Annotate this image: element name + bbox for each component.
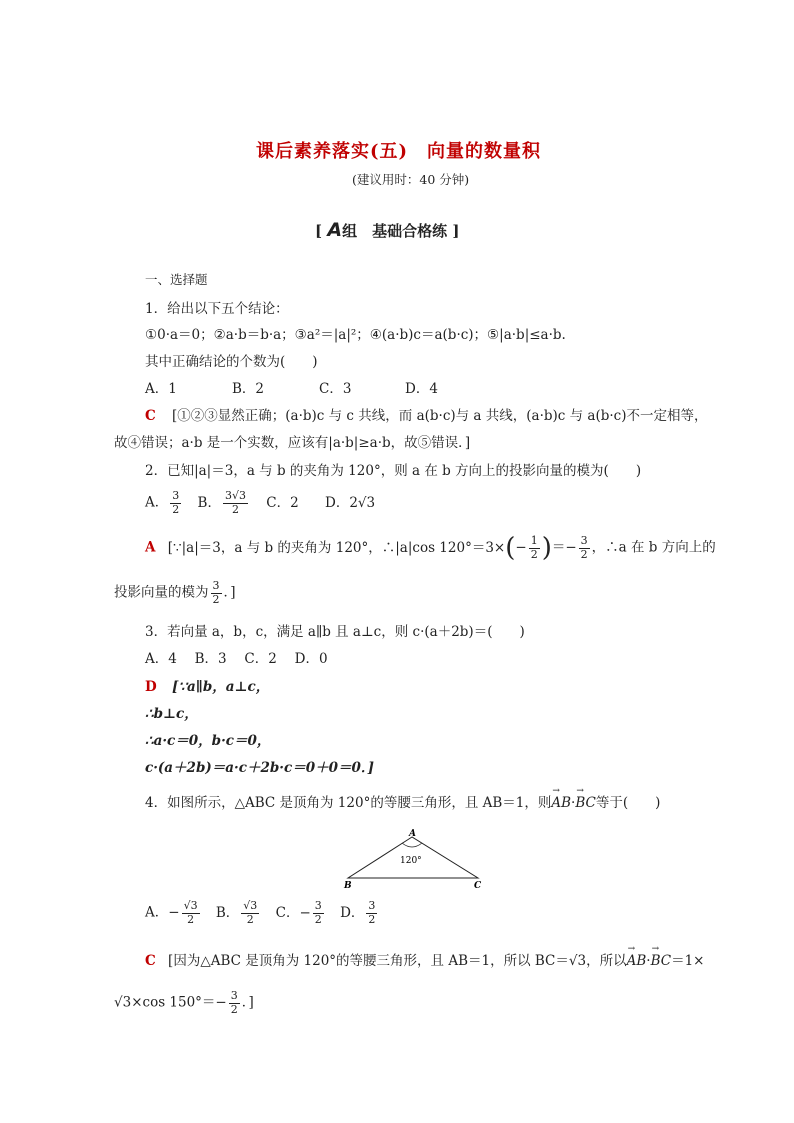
q4-option-a-label: A．−	[145, 904, 180, 921]
q2-explain-2b: ．]	[223, 584, 236, 601]
label-c: C	[474, 881, 482, 890]
bracket-left: [	[315, 222, 323, 240]
q2-explain-line2	[114, 580, 236, 606]
label-a: A	[409, 829, 416, 839]
q2-explain-1c: ，∴a 在 b 方向上的	[591, 539, 716, 556]
q4-option-d-label: D．	[340, 904, 365, 921]
q3-options: A．4 B．3 C．2 D．0	[145, 651, 328, 667]
q2-explain-frac2: $\frac{3}{2}$	[580, 534, 588, 561]
q2-option-b-fraction: $\frac{3√3}{2}$	[224, 489, 246, 516]
q2-explain-frac1: $\frac{1}{2}$	[530, 534, 538, 561]
q2-explain-minus: −	[515, 539, 527, 556]
vector-bc-explain: → BC	[651, 953, 672, 969]
page-title: 课后素养落实(五) 向量的数量积	[256, 141, 542, 162]
q2-stem: 2．已知|a|＝3，a 与 b 的夹角为 120°，则 a 在 b 方向上的投影向量的模为( )	[145, 463, 642, 479]
q4-option-c-fraction: $\frac{3}{2}$	[314, 899, 322, 926]
label-angle: 120°	[400, 856, 422, 866]
section-label: 一、选择题	[145, 272, 208, 287]
q1-option-b: B．2	[232, 381, 265, 397]
group-letter: A	[327, 219, 343, 241]
q2-explain-1b: ＝−	[551, 539, 577, 556]
q1-stem: 1．给出以下五个结论：	[145, 301, 289, 317]
vector-ab: → AB	[551, 795, 571, 811]
q4-stem-a: 4．如图所示，△ABC 是顶角为 120°的等腰三角形，且 AB＝1，则	[145, 795, 552, 811]
q4-explain-2a: √3×cos 150°＝−	[114, 994, 227, 1011]
group-label: 组 基础合格练	[342, 222, 448, 240]
q2-option-d: D．2√3	[325, 494, 376, 511]
q4-answer: C	[145, 953, 156, 969]
q4-stem: 4．如图所示，△ABC 是顶角为 120°的等腰三角形，且 AB＝1，则→ AB·→ BC等于( )	[145, 795, 660, 811]
q4-option-d-fraction: $\frac{3}{2}$	[368, 899, 376, 926]
q3-explain-line2: ∴b⊥c，	[145, 706, 198, 722]
q4-option-c-label: C．−	[275, 904, 311, 921]
q1-option-a: A．1	[145, 381, 177, 397]
q1-explain-line2: 故④错误；a·b 是一个实数，应该有|a·b|≥a·b，故⑤错误．]	[114, 435, 471, 451]
page-subtitle: (建议用时：40 分钟)	[352, 172, 470, 187]
q4-option-b-label: B．	[215, 904, 240, 921]
q3-explain-line1: [∵a∥b，a⊥c，	[172, 679, 270, 695]
q2-explain-2a: 投影向量的模为	[114, 584, 209, 601]
q4-explain-line1: C [因为△ABC 是顶角为 120°的等腰三角形，且 AB＝1，所以 BC＝√3，所以→ AB·→ BC＝1×	[145, 953, 704, 969]
q2-explain-line1: A [∵|a|＝3，a 与 b 的夹角为 120°，∴|a|cos 120°＝3×(− $\frac{1}{2}$ )＝− $\frac{3}{2}$ ，∴a 在 b 方向上的	[145, 533, 716, 564]
group-heading	[315, 219, 459, 242]
q2-option-b-label: B．	[197, 494, 221, 511]
q4-options	[145, 900, 379, 926]
q4-explain-2b: ．]	[241, 994, 254, 1011]
q1-answer: C	[145, 408, 156, 424]
q2-explain-frac3: $\frac{3}{2}$	[212, 579, 220, 606]
label-b: B	[344, 881, 352, 890]
bracket-right: ]	[452, 222, 460, 240]
q4-stem-b: 等于( )	[595, 795, 661, 811]
q1-explain-line1: [①②③显然正确；(a·b)c 与 c 共线，而 a(b·c)与 a 共线，(a·b)c 与 a(b·c)不一定相等，	[172, 408, 708, 424]
triangle-figure	[340, 826, 490, 890]
q3-stem: 3．若向量 a，b，c，满足 a∥b 且 a⊥c，则 c·(a＋2b)＝( )	[145, 624, 525, 640]
q2-option-a-label: A．	[145, 494, 169, 511]
q3-explain-line4: c·(a＋2b)＝a·c＋2b·c＝0＋0＝0．]	[145, 760, 375, 776]
q4-option-a-fraction: $\frac{√3}{2}$	[183, 899, 198, 926]
q1-option-c: C．3	[319, 381, 352, 397]
q2-options	[145, 490, 375, 516]
q1-items: ①0·a＝0；②a·b＝b·a；③a²＝|a|²；④(a·b)c＝a(b·c)；⑤|a·b|≤a·b.	[145, 327, 566, 343]
q2-answer: A	[145, 539, 156, 556]
q2-explain-1a: [∵|a|＝3，a 与 b 的夹角为 120°，∴|a|cos 120°＝3×	[167, 539, 506, 556]
q4-explain-1a: [因为△ABC 是顶角为 120°的等腰三角形，且 AB＝1，所以 BC＝√3，所以	[168, 953, 627, 969]
q1-option-d: D．4	[405, 381, 438, 397]
q4-option-b-fraction: $\frac{√3}{2}$	[243, 899, 258, 926]
q2-option-c: C．2	[266, 494, 299, 511]
q4-explain-line2	[114, 990, 254, 1016]
vector-ab-explain: → AB	[627, 953, 647, 969]
q3-explain-line3: ∴a·c＝0，b·c＝0，	[145, 733, 271, 749]
q4-explain-fraction: $\frac{3}{2}$	[230, 989, 238, 1016]
q4-explain-1b: ＝1×	[671, 953, 705, 969]
q1-ask: 其中正确结论的个数为( )	[145, 354, 318, 370]
q2-option-a-fraction: $\frac{3}{2}$	[172, 489, 180, 516]
vector-bc: → BC	[575, 795, 596, 811]
q3-answer: D	[145, 679, 157, 695]
